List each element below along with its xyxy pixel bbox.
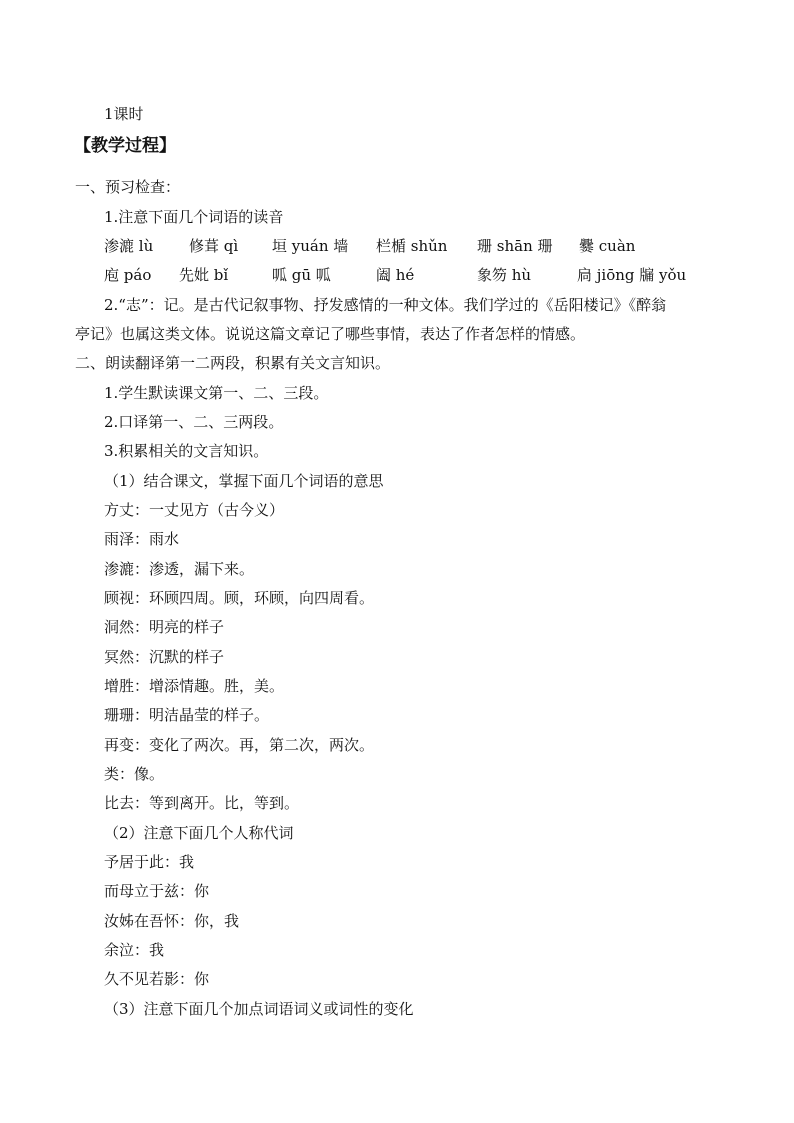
lesson-duration: 1课时 [104, 105, 144, 123]
part2-step: 1.学生默读课文第一、二、三段。 [104, 384, 329, 402]
sub-heading-1: （1）结合课文，掌握下面几个词语的意思 [104, 472, 384, 490]
pronoun-item: 久不见若影：你 [104, 970, 210, 988]
vocab-item: 冥然：沉默的样子 [104, 648, 225, 666]
pinyin-word: 先妣 bǐ [179, 266, 229, 284]
pinyin-word: 阖 hé [376, 266, 415, 284]
vocab-item: 渗漉：渗透，漏下来。 [104, 560, 255, 578]
sub-heading-2: （2）注意下面几个人称代词 [104, 824, 294, 842]
pinyin-word: 渗漉 lù [104, 237, 154, 255]
vocab-item: 比去：等到离开。比，等到。 [104, 794, 300, 812]
part2-step: 2.口译第一、二、三两段。 [104, 413, 284, 431]
vocab-item: 洞然：明亮的样子 [104, 618, 225, 636]
part1-item2-line2: 亭记》也属这类文体。说说这篇文章记了哪些事情，表达了作者怎样的情感。 [75, 325, 586, 343]
pinyin-word: 珊 shān 珊 [477, 237, 553, 255]
part1-item2-line1: 2.“志”：记。是古代记叙事物、抒发感情的一种文体。我们学过的《岳阳楼记》《醉翁 [104, 296, 667, 314]
part2-step: 3.积累相关的文言知识。 [104, 442, 269, 460]
part2-heading: 二、朗读翻译第一二两段，积累有关文言知识。 [75, 354, 391, 372]
part1-heading: 一、预习检查： [75, 178, 181, 196]
pronoun-item: 汝姊在吾怀：你，我 [104, 912, 240, 930]
pinyin-word: 象笏 hù [477, 266, 532, 284]
vocab-item: 类：像。 [104, 765, 165, 783]
section-title: 【教学过程】 [74, 136, 176, 156]
vocab-item: 方丈：一丈见方（古今义） [104, 501, 285, 519]
pronoun-item: 余泣：我 [104, 941, 165, 959]
vocab-item: 雨泽：雨水 [104, 530, 180, 548]
pronoun-item: 予居于此：我 [104, 853, 195, 871]
sub-heading-3: （3）注意下面几个加点词语词义或词性的变化 [104, 1000, 414, 1018]
vocab-item: 再变：变化了两次。再，第二次，两次。 [104, 736, 375, 754]
vocab-item: 珊珊：明洁晶莹的样子。 [104, 706, 270, 724]
pinyin-word: 庖 páo [104, 266, 152, 284]
pinyin-word: 垣 yuán 墙 [272, 237, 349, 255]
vocab-item: 顾视：环顾四周。顾，环顾，向四周看。 [104, 589, 375, 607]
pinyin-word: 呱 gū 呱 [272, 266, 331, 284]
vocab-item: 增胜：增添情趣。胜，美。 [104, 677, 285, 695]
pinyin-word: 爨 cuàn [579, 237, 636, 255]
pronoun-item: 而母立于兹：你 [104, 882, 210, 900]
pinyin-word: 修葺 qì [189, 237, 239, 255]
pinyin-word: 栏楯 shǔn [376, 237, 448, 255]
part1-item1: 1.注意下面几个词语的读音 [104, 208, 284, 226]
pinyin-word: 扃 jiōng 牖 yǒu [577, 266, 687, 284]
